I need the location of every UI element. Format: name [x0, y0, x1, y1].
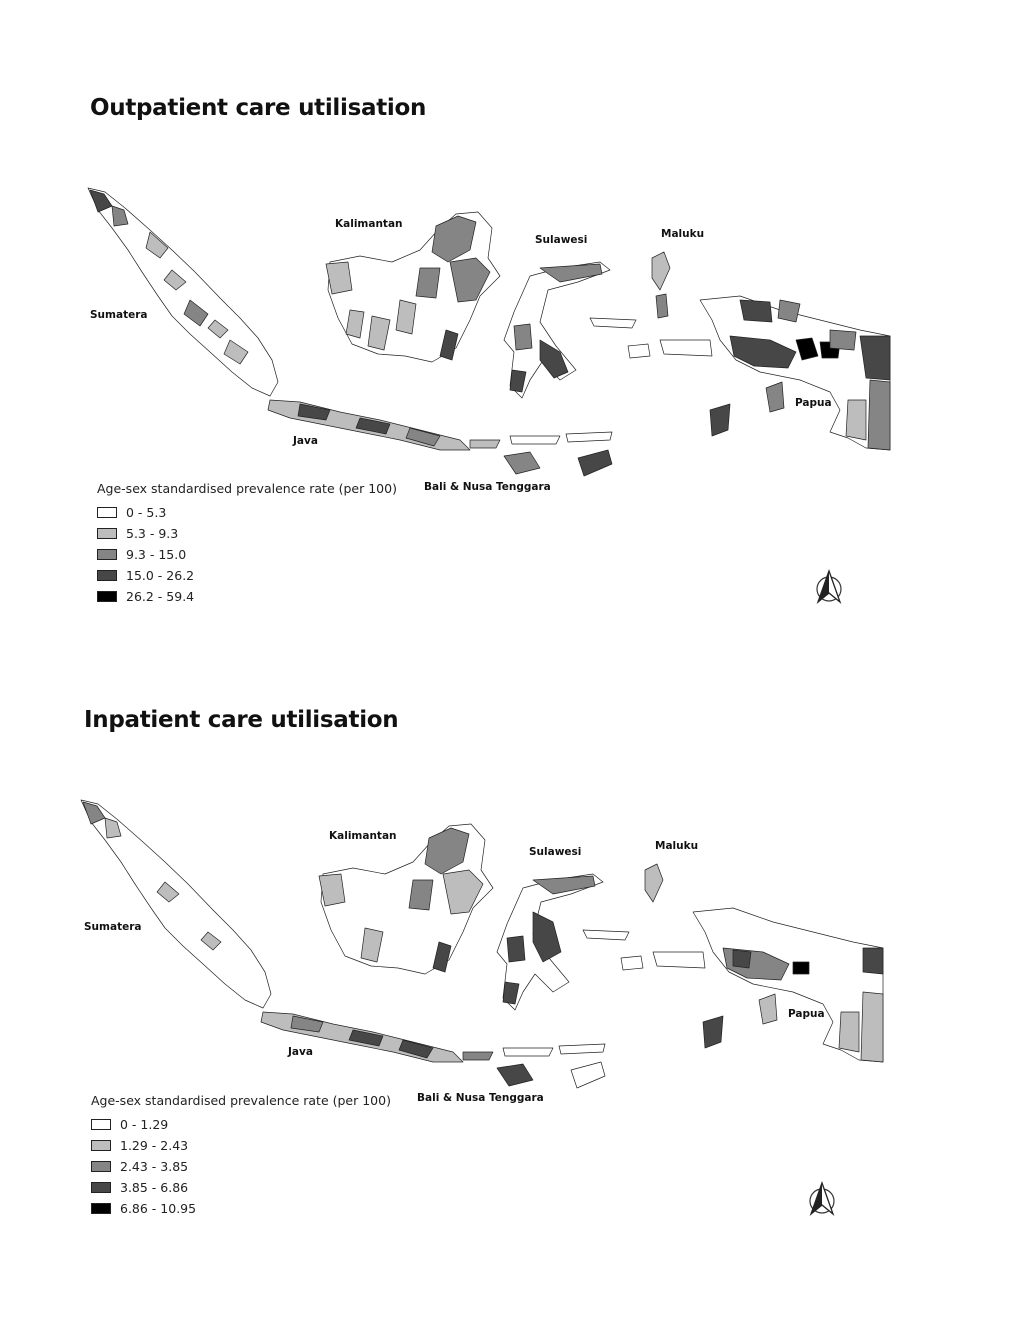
legend-swatch	[91, 1161, 111, 1172]
legend-item	[91, 1114, 391, 1135]
legend-title: Age-sex standardised prevalence rate (per 100)	[91, 1093, 391, 1108]
map-legend	[91, 1093, 391, 1219]
legend-swatch	[91, 1203, 111, 1214]
region-label-java: Java	[288, 1046, 313, 1058]
map-title: Outpatient care utilisation	[90, 95, 427, 121]
legend-swatch	[97, 591, 117, 602]
legend-item	[97, 544, 397, 565]
legend-item	[91, 1198, 391, 1219]
inpatient-map-panel	[0, 612, 1024, 1216]
region-label-bali-nusa-tenggara: Bali & Nusa Tenggara	[417, 1092, 544, 1104]
map-title: Inpatient care utilisation	[84, 707, 399, 733]
legend-item	[97, 565, 397, 586]
legend-label: 6.86 - 10.95	[120, 1201, 197, 1216]
region-label-java: Java	[293, 435, 318, 447]
legend-item	[91, 1177, 391, 1198]
legend-label: 9.3 - 15.0	[126, 547, 187, 562]
region-label-maluku: Maluku	[661, 228, 705, 240]
legend-swatch	[97, 549, 117, 560]
region-label-kalimantan: Kalimantan	[329, 830, 397, 842]
legend-item	[91, 1156, 391, 1177]
region-label-papua: Papua	[788, 1008, 825, 1020]
legend-item	[91, 1135, 391, 1156]
legend-swatch	[91, 1140, 111, 1151]
legend-item	[97, 523, 397, 544]
legend-item	[97, 586, 397, 607]
region-label-sumatera: Sumatera	[84, 921, 142, 933]
region-label-sumatera: Sumatera	[90, 309, 148, 321]
legend-label: 0 - 5.3	[126, 505, 167, 520]
legend-swatch	[97, 507, 117, 518]
legend-label: 5.3 - 9.3	[126, 526, 179, 541]
legend-label: 1.29 - 2.43	[120, 1138, 189, 1153]
north-arrow-icon	[814, 569, 844, 605]
legend-swatch	[97, 570, 117, 581]
legend-item	[97, 502, 397, 523]
legend-swatch	[91, 1182, 111, 1193]
outpatient-map-panel	[0, 0, 1024, 604]
legend-swatch	[97, 528, 117, 539]
region-label-sulawesi: Sulawesi	[535, 234, 588, 246]
legend-label: 3.85 - 6.86	[120, 1180, 189, 1195]
legend-title: Age-sex standardised prevalence rate (per 100)	[97, 481, 397, 496]
legend-label: 0 - 1.29	[120, 1117, 169, 1132]
legend-label: 2.43 - 3.85	[120, 1159, 189, 1174]
legend-label: 26.2 - 59.4	[126, 589, 195, 604]
region-label-bali-nusa-tenggara: Bali & Nusa Tenggara	[424, 481, 551, 493]
region-label-papua: Papua	[795, 397, 832, 409]
region-label-kalimantan: Kalimantan	[335, 218, 403, 230]
legend-label: 15.0 - 26.2	[126, 568, 195, 583]
legend-swatch	[91, 1119, 111, 1130]
region-label-maluku: Maluku	[655, 840, 699, 852]
region-label-sulawesi: Sulawesi	[529, 846, 582, 858]
north-arrow-icon	[807, 1181, 837, 1217]
map-legend	[97, 481, 397, 607]
